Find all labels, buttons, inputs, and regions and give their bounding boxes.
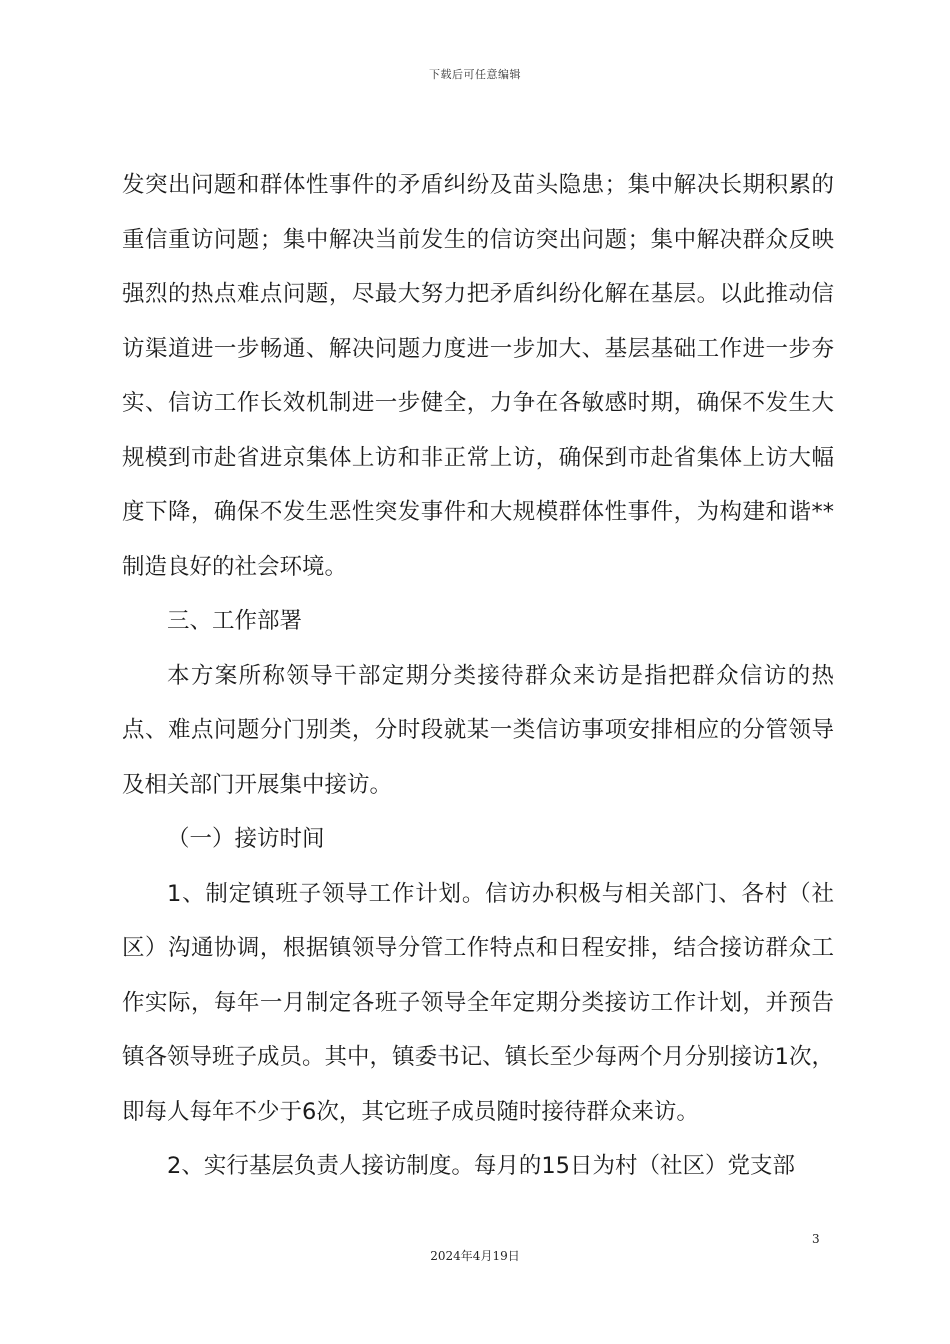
document-body bbox=[122, 158, 834, 1194]
paragraph-scheme-definition: 本方案所称领导干部定期分类接待群众来访是指把群众信访的热点、难点问题分门别类，分时段就某一类信访事项安排相应的分管领导及相关部门开展集中接访。 bbox=[122, 662, 834, 798]
paragraph-goals-continued: 发突出问题和群体性事件的矛盾纠纷及苗头隐患；集中解决长期积累的重信重访问题；集中解决当前发生的信访突出问题；集中解决群众反映强烈的热点难点问题，尽最大努力把矛盾纠纷化解在基层。以此推动信访渠道进一步畅通、解决问题力度进一步加大、基层基础工作进一步夯实、信访工作长效机制进一步健全，力争在各敏感时期，确保不发生大规模到市赴省进京集体上访和非正常上访，确保到市赴省集体上访大幅度下降，确保不发生恶性突发事件和大规模群体性事件，为构建和谐**制造良好的社会环境。 bbox=[122, 172, 834, 580]
page-header: 下载后可任意编辑 bbox=[429, 68, 521, 81]
subsection-heading-reception-time: （一）接访时间 bbox=[167, 826, 325, 852]
paragraph-item-2-grassroots-reception: 2、实行基层负责人接访制度。每月的15日为村（社区）党支部 bbox=[167, 1153, 795, 1179]
section-heading-work-deployment: 三、工作部署 bbox=[167, 608, 303, 634]
page-number: 3 bbox=[812, 1232, 820, 1246]
paragraph-item-1-leader-plan: 1、制定镇班子领导工作计划。信访办积极与相关部门、各村（社区）沟通协调，根据镇领导分管工作特点和日程安排，结合接访群众工作实际，每年一月制定各班子领导全年定期分类接访工作计划，并预告镇各领导班子成员。其中，镇委书记、镇长至少每两个月分别接访1次，即每人每年不少于6次，其它班子成员随时接待群众来访。 bbox=[122, 880, 834, 1125]
footer-date: 2024年4月19日 bbox=[430, 1249, 520, 1263]
